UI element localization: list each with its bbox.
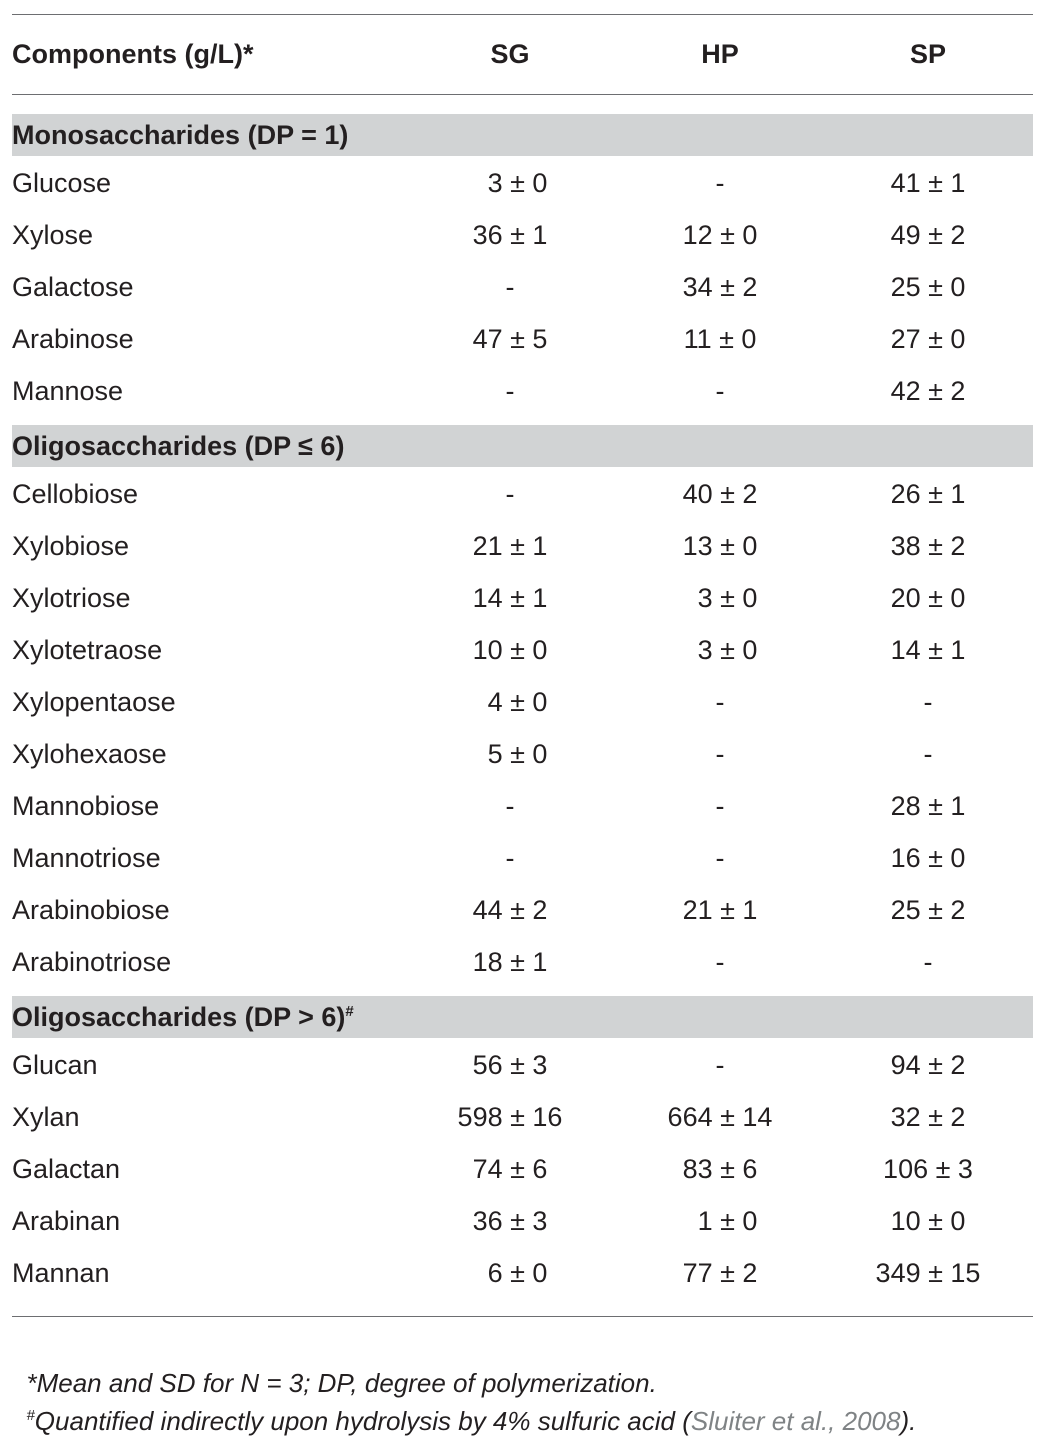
cell-hp: 3 ± 0 [682,583,758,613]
cell-sg: 4 ± 0 [472,687,548,717]
table-row [12,1195,1033,1247]
table-row [12,572,1033,624]
header-hp: HP [701,39,739,69]
cell-sp: 38 ± 2 [890,531,966,561]
table-row [12,1247,1033,1299]
component-name: Glucose [12,168,112,198]
cell-sg: - [505,272,515,302]
cell-sg: 74 ± 6 [472,1154,548,1184]
component-name: Galactan [12,1154,121,1184]
section-footnote-marker: # [345,1003,354,1020]
component-name: Xylohexaose [12,739,167,769]
cell-sp: 94 ± 2 [890,1050,966,1080]
header-sp: SP [909,39,947,69]
footnote-text: *Mean and SD for N = 3; DP, degree of polymerization. [26,1368,657,1398]
cell-sg: - [505,479,515,509]
table-row [12,468,1033,520]
table-row [12,1039,1033,1091]
cell-sg: 3 ± 0 [472,168,548,198]
citation-link[interactable]: Sluiter et al., 2008 [690,1406,901,1436]
cell-sp: 28 ± 1 [890,791,966,821]
cell-sg: 56 ± 3 [472,1050,548,1080]
table-row [12,728,1033,780]
component-name: Arabinose [12,324,134,354]
cell-sg: 36 ± 1 [472,220,548,250]
cell-sg: 598 ± 16 [457,1102,563,1132]
table-row [12,780,1033,832]
section-title: Oligosaccharides (DP > 6)# [12,1002,354,1032]
footnote-hydrolysis [12,1370,916,1438]
cell-sg: 14 ± 1 [472,583,548,613]
cell-sg: 21 ± 1 [472,531,548,561]
component-name: Xylopentaose [12,687,176,717]
table-row [12,676,1033,728]
cell-hp: 40 ± 2 [682,479,758,509]
header-sg: SG [490,39,530,69]
table-row [12,1091,1033,1143]
cell-sp: 349 ± 15 [875,1258,981,1288]
component-name: Xylose [12,220,94,250]
component-name: Galactose [12,272,134,302]
cell-sg: 44 ± 2 [472,895,548,925]
cell-sp: - [923,739,933,769]
cell-sp: 26 ± 1 [890,479,966,509]
cell-sp: 10 ± 0 [890,1206,966,1236]
cell-sp: 20 ± 0 [890,583,966,613]
cell-hp: 664 ± 14 [667,1102,773,1132]
cell-sg: 10 ± 0 [472,635,548,665]
footnote-text: Quantified indirectly upon hydrolysis by 4% sulfuric acid ( [34,1406,691,1436]
cell-hp: - [715,947,725,977]
footnote-marker: # [26,1407,35,1424]
component-name: Xylobiose [12,531,130,561]
cell-sp: 32 ± 2 [890,1102,966,1132]
cell-hp: - [715,739,725,769]
cell-sg: - [505,791,515,821]
cell-sp: - [923,687,933,717]
cell-hp: 77 ± 2 [682,1258,758,1288]
component-name: Xylotetraose [12,635,163,665]
table-header-row [12,14,1033,94]
table-row [12,261,1033,313]
section-header [12,425,1033,467]
cell-sg: 36 ± 3 [472,1206,548,1236]
cell-hp: - [715,687,725,717]
component-name: Mannan [12,1258,110,1288]
cell-sg: 6 ± 0 [472,1258,548,1288]
table-row [12,624,1033,676]
cell-sp: 27 ± 0 [890,324,966,354]
component-name: Arabinan [12,1206,121,1236]
cell-sg: 47 ± 5 [472,324,548,354]
cell-sp: 42 ± 2 [890,376,966,406]
component-name: Xylan [12,1102,80,1132]
footnote-end: ). [900,1406,917,1436]
table-row [12,365,1033,417]
cell-hp: - [715,843,725,873]
section-header [12,114,1033,156]
cell-sp: 14 ± 1 [890,635,966,665]
component-name: Arabinotriose [12,947,172,977]
cell-sg: 5 ± 0 [472,739,548,769]
table-row [12,884,1033,936]
cell-hp: 11 ± 0 [683,324,757,354]
table-row [12,313,1033,365]
cell-hp: - [715,168,725,198]
cell-hp: 21 ± 1 [682,895,758,925]
cell-hp: 13 ± 0 [682,531,758,561]
cell-hp: 34 ± 2 [682,272,758,302]
component-name: Mannobiose [12,791,160,821]
cell-hp: - [715,376,725,406]
cell-sp: 49 ± 2 [890,220,966,250]
cell-hp: 1 ± 0 [682,1206,758,1236]
table-row [12,936,1033,988]
cell-sp: - [923,947,933,977]
cell-sg: - [505,376,515,406]
table-row [12,209,1033,261]
cell-hp: - [715,791,725,821]
cell-sg: 18 ± 1 [472,947,548,977]
cell-sp: 16 ± 0 [890,843,966,873]
table-row [12,520,1033,572]
section-title: Monosaccharides (DP = 1) [12,120,349,150]
cell-sp: 41 ± 1 [890,168,966,198]
cell-sg: - [505,843,515,873]
cell-hp: - [715,1050,725,1080]
table-row [12,832,1033,884]
cell-hp: 12 ± 0 [682,220,758,250]
component-name: Mannotriose [12,843,161,873]
cell-sp: 25 ± 0 [890,272,966,302]
cell-sp: 25 ± 2 [890,895,966,925]
cell-hp: 3 ± 0 [682,635,758,665]
component-name: Cellobiose [12,479,139,509]
component-name: Mannose [12,376,124,406]
cell-hp: 83 ± 6 [682,1154,758,1184]
component-name: Glucan [12,1050,98,1080]
table-row [12,157,1033,209]
table-bottom-rule [12,1316,1033,1317]
component-name: Xylotriose [12,583,131,613]
header-components: Components (g/L)* [12,39,254,69]
section-title: Oligosaccharides (DP ≤ 6) [12,431,345,461]
section-header [12,996,1033,1038]
table-header-rule [12,94,1033,95]
cell-sp: 106 ± 3 [883,1154,973,1184]
table-row [12,1143,1033,1195]
component-name: Arabinobiose [12,895,170,925]
